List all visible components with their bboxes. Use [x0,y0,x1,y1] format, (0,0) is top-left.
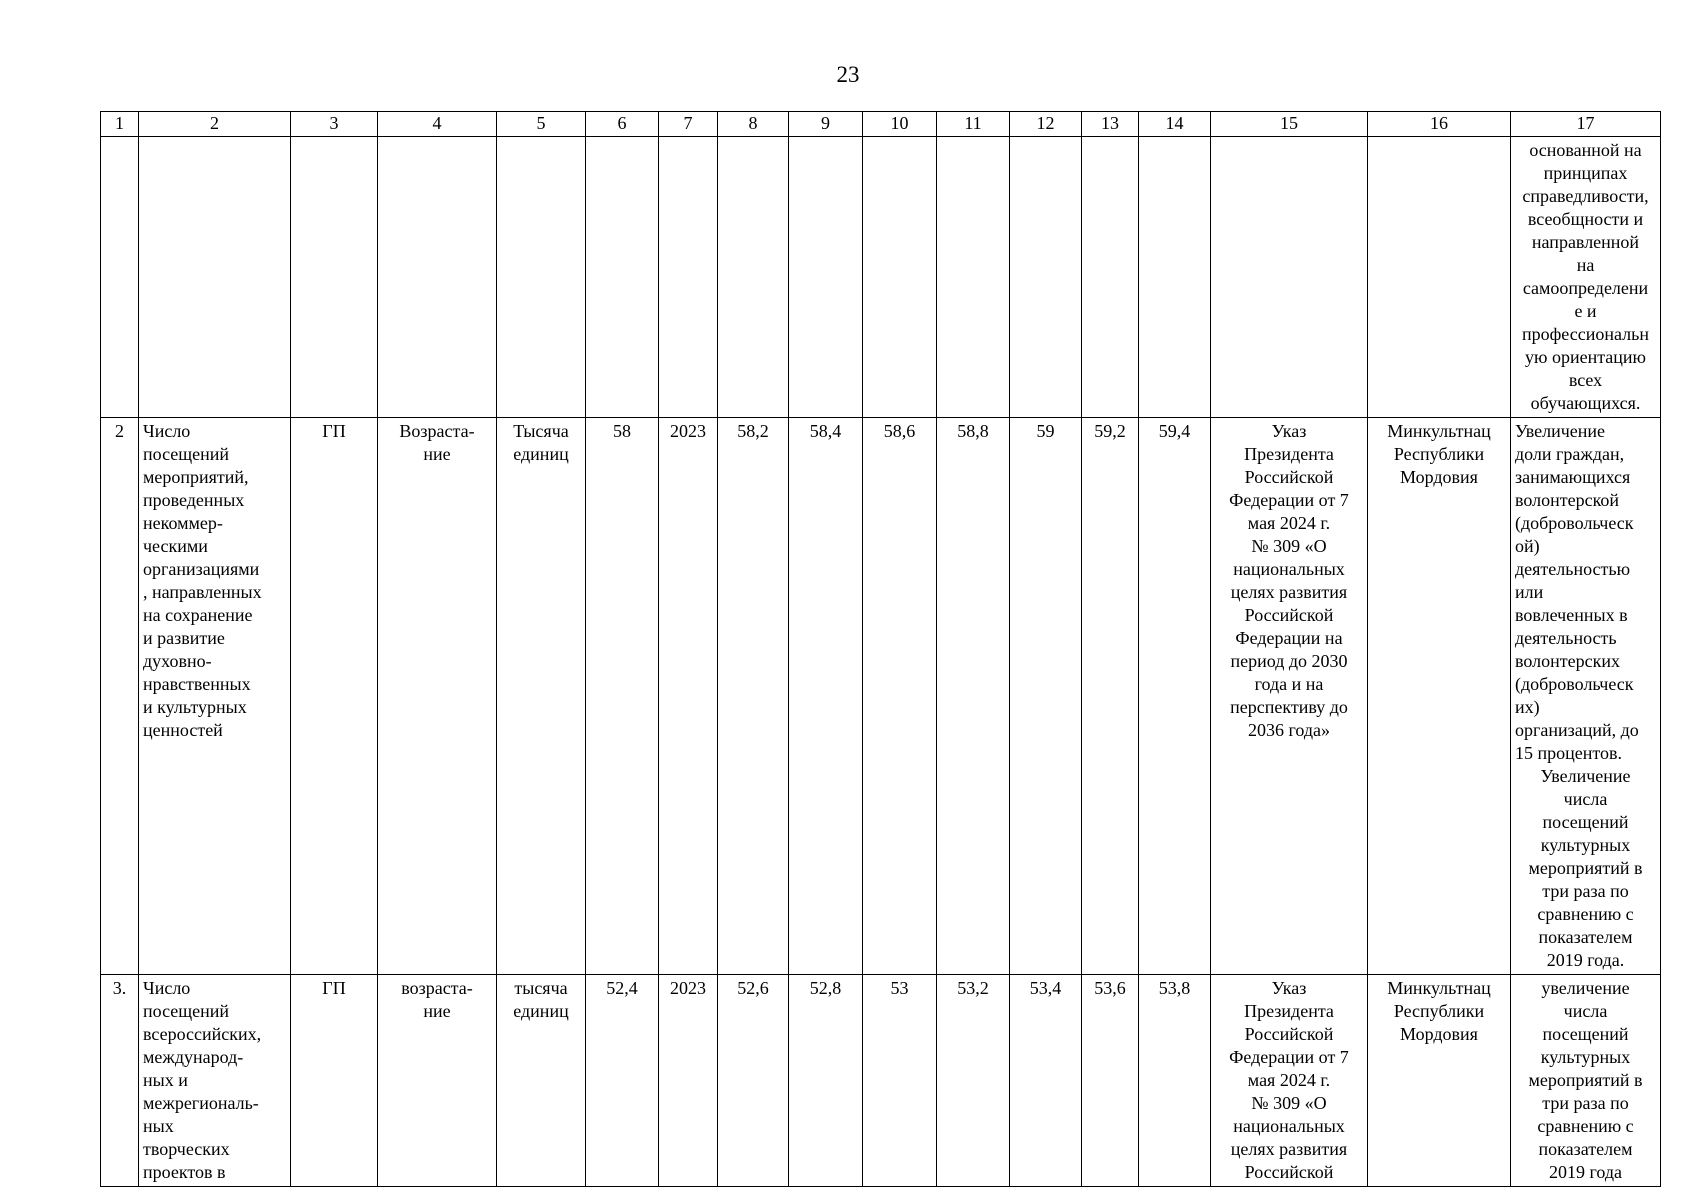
header-cell: 4 [378,112,497,137]
row-number: 2 [101,418,139,975]
table-cell [1368,137,1511,418]
value-col-9: 52,8 [789,975,863,1187]
header-cell: 16 [1368,112,1511,137]
value-col-8: 58,2 [718,418,789,975]
page-number: 23 [836,62,860,87]
row-number: 3. [101,975,139,1187]
responsible-body: Минкультнац Республики Мордовия [1368,975,1511,1187]
header-cell: 8 [718,112,789,137]
header-cell: 5 [497,112,586,137]
document-reference: Указ Президента Российской Федерации от 7 мая 2024 г. № 309 «О национальных целях развития Российской [1211,975,1368,1187]
table-cell [1082,137,1139,418]
document-reference: Указ Президента Российской Федерации от 7 мая 2024 г. № 309 «О национальных целях развития Российской Федерации на период до 2030 года и на перспективу до 2036 года» [1211,418,1368,975]
table-cell [497,137,586,418]
indicator-name: Число посещений всероссийских, международ- ных и межрегиональ- ных творческих проектов в [139,975,291,1187]
header-cell: 2 [139,112,291,137]
unit-of-measure: Тысяча единиц [497,418,586,975]
table-cell [378,137,497,418]
indicator-level: ГП [291,975,378,1187]
header-cell: 10 [863,112,937,137]
value-col-12: 53,4 [1010,975,1082,1187]
value-col-14: 59,4 [1139,418,1211,975]
table-cell [1139,137,1211,418]
table-cell [291,137,378,418]
base-year: 2023 [659,418,718,975]
unit-of-measure: тысяча единиц [497,975,586,1187]
value-col-11: 58,8 [937,418,1010,975]
indicator-trend: возраста- ние [378,975,497,1187]
value-col-13: 53,6 [1082,975,1139,1187]
indicator-level: ГП [291,418,378,975]
value-col-8: 52,6 [718,975,789,1187]
responsible-body: Минкультнац Республики Мордовия [1368,418,1511,975]
table-cell [1211,137,1368,418]
base-value: 58 [586,418,659,975]
table-cell [789,137,863,418]
header-cell: 17 [1511,112,1661,137]
table-cell [718,137,789,418]
goal-link-text: Увеличение доли граждан, занимающихся волонтерской (добровольческ ой) деятельностью или вовлеченных в деятельность волонтерских (добровольческ их) организаций, до 15 процентов. [1515,421,1639,763]
value-col-14: 53,8 [1139,975,1211,1187]
indicator-name: Число посещений мероприятий, проведенных некоммер- ческими организациями , направленных на сохранение и развитие духовно- нравственных и культурных ценностей [139,418,291,975]
value-col-10: 58,6 [863,418,937,975]
header-cell: 11 [937,112,1010,137]
base-year: 2023 [659,975,718,1187]
table-cell [139,137,291,418]
indicators-table [100,111,1661,1187]
table-cell [863,137,937,418]
table-cell [1010,137,1082,418]
header-cell: 12 [1010,112,1082,137]
header-cell: 1 [101,112,139,137]
table-cell [101,137,139,418]
value-col-13: 59,2 [1082,418,1139,975]
header-row [101,112,1661,137]
header-cell: 13 [1082,112,1139,137]
value-col-10: 53 [863,975,937,1187]
value-col-11: 53,2 [937,975,1010,1187]
table-row [101,418,1661,975]
table-cell [937,137,1010,418]
header-cell: 6 [586,112,659,137]
goal-link-cell: основанной на принципах справедливости, всеобщности и направленной на самоопределени е и профессиональн ую ориентацию всех обучающихся. [1511,137,1661,418]
table-cell [659,137,718,418]
goal-link-text: Увеличение числа посещений культурных мероприятий в три раза по сравнению с показателем 2019 года. [1528,766,1643,970]
header-cell: 9 [789,112,863,137]
base-value: 52,4 [586,975,659,1187]
goal-link-cell [1511,418,1661,975]
value-col-9: 58,4 [789,418,863,975]
table-row [101,975,1661,1187]
indicator-trend: Возраста- ние [378,418,497,975]
table-row-continuation [101,137,1661,418]
value-col-12: 59 [1010,418,1082,975]
header-cell: 7 [659,112,718,137]
header-cell: 15 [1211,112,1368,137]
header-cell: 14 [1139,112,1211,137]
header-cell: 3 [291,112,378,137]
goal-link-cell: увеличение числа посещений культурных мероприятий в три раза по сравнению с показателем 2019 года [1511,975,1661,1187]
table-cell [586,137,659,418]
